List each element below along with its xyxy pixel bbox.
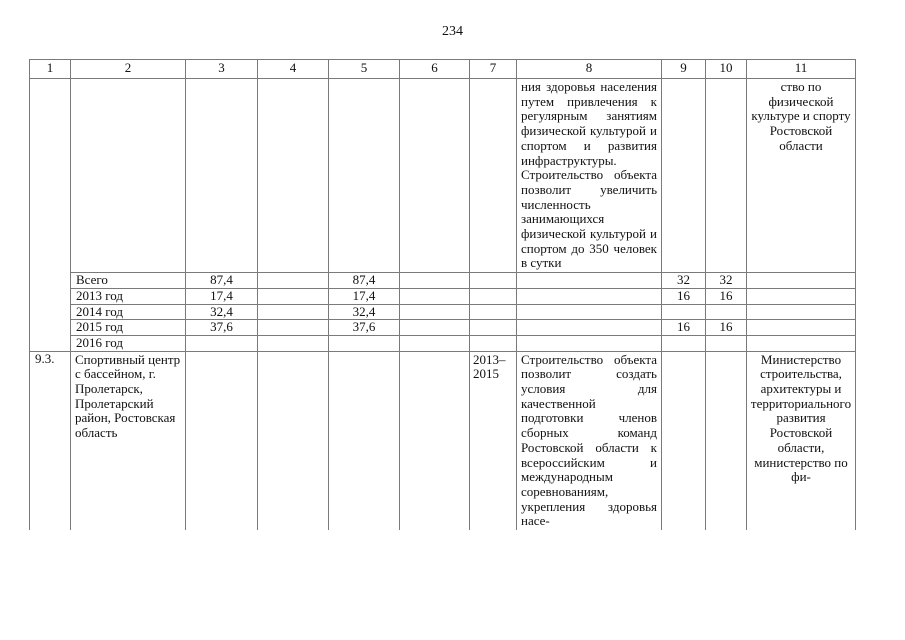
cell	[747, 273, 856, 289]
row-label: Всего	[71, 273, 186, 289]
row-label: 2013 год	[71, 288, 186, 304]
column-header: 2	[71, 60, 186, 79]
cell-value: 32	[662, 273, 706, 289]
cell-num-empty	[30, 79, 71, 352]
cell-value: 32	[706, 273, 747, 289]
cell-value: 16	[706, 320, 747, 336]
cell	[747, 335, 856, 351]
column-header: 3	[186, 60, 258, 79]
cell	[258, 320, 329, 336]
cell	[470, 79, 517, 273]
item-organization: Министерство строительства, архитектуры и территориального развития Ростовской области, министерство по фи-	[747, 351, 856, 530]
cell	[706, 351, 747, 530]
item-name: Спортивный центр с бассейном, г. Пролетарск, Пролетарский район, Ростовская область	[71, 351, 186, 530]
cell	[186, 79, 258, 273]
cell-value: 87,4	[329, 273, 400, 289]
cell	[400, 304, 470, 320]
page-number: 234	[442, 24, 463, 39]
cell	[517, 288, 662, 304]
cell	[258, 273, 329, 289]
cell	[400, 320, 470, 336]
cell	[517, 335, 662, 351]
row-label: 2016 год	[71, 335, 186, 351]
cell	[71, 79, 186, 273]
column-header: 6	[400, 60, 470, 79]
column-header: 7	[470, 60, 517, 79]
column-header: 11	[747, 60, 856, 79]
row-label: 2014 год	[71, 304, 186, 320]
cell	[747, 320, 856, 336]
column-header: 4	[258, 60, 329, 79]
table-row	[30, 288, 856, 304]
cell	[747, 304, 856, 320]
cell-value: 16	[662, 320, 706, 336]
cell-value: 17,4	[329, 288, 400, 304]
column-header: 10	[706, 60, 747, 79]
cell-value	[706, 335, 747, 351]
cell-value	[186, 335, 258, 351]
cell	[258, 288, 329, 304]
cell-organization-continued: ство по физической культуре и спорту Ростовской области	[747, 79, 856, 273]
cell-value: 16	[662, 288, 706, 304]
cell	[186, 351, 258, 530]
cell	[258, 79, 329, 273]
cell-value: 32,4	[186, 304, 258, 320]
table-row	[30, 320, 856, 336]
cell-value: 37,6	[329, 320, 400, 336]
cell-value: 32,4	[329, 304, 400, 320]
table-row	[30, 273, 856, 289]
item-period: 2013–2015	[470, 351, 517, 530]
cell	[258, 304, 329, 320]
investment-table	[29, 59, 856, 530]
cell	[400, 288, 470, 304]
column-header: 5	[329, 60, 400, 79]
cell-value	[706, 304, 747, 320]
cell	[517, 320, 662, 336]
cell-value: 17,4	[186, 288, 258, 304]
cell	[470, 273, 517, 289]
cell	[258, 335, 329, 351]
table-row	[30, 304, 856, 320]
cell	[662, 351, 706, 530]
cell	[329, 79, 400, 273]
cell-value	[662, 304, 706, 320]
cell	[470, 288, 517, 304]
cell	[400, 273, 470, 289]
cell-value: 37,6	[186, 320, 258, 336]
cell	[400, 79, 470, 273]
item-row	[30, 351, 856, 530]
item-description: Строительство объекта позволит создать условия для качественной подготовки членов сборных команд Ростовской области к всероссийским и международным соревнованиям, укрепления здоровья насе-	[517, 351, 662, 530]
cell	[400, 335, 470, 351]
cell	[517, 273, 662, 289]
cell	[747, 288, 856, 304]
cell	[470, 304, 517, 320]
cell	[258, 351, 329, 530]
cell	[706, 79, 747, 273]
cell	[470, 320, 517, 336]
cell	[517, 304, 662, 320]
item-number: 9.3.	[30, 351, 71, 530]
column-header: 8	[517, 60, 662, 79]
cell-value: 16	[706, 288, 747, 304]
cell-value	[662, 335, 706, 351]
column-header: 9	[662, 60, 706, 79]
cell-value: 87,4	[186, 273, 258, 289]
header-row	[30, 60, 856, 79]
continuation-row	[30, 79, 856, 273]
cell	[400, 351, 470, 530]
cell-value	[329, 335, 400, 351]
cell	[329, 351, 400, 530]
column-header: 1	[30, 60, 71, 79]
row-label: 2015 год	[71, 320, 186, 336]
table-row	[30, 335, 856, 351]
cell	[470, 335, 517, 351]
cell	[662, 79, 706, 273]
cell-description-continued: ния здоровья населения путем привлечения к регулярным занятиям физической культурой и спортом и развития инфраструктуры. Строительство объекта позволит увеличить численность занимающихся физической культурой и спортом до 350 человек в сутки	[517, 79, 662, 273]
